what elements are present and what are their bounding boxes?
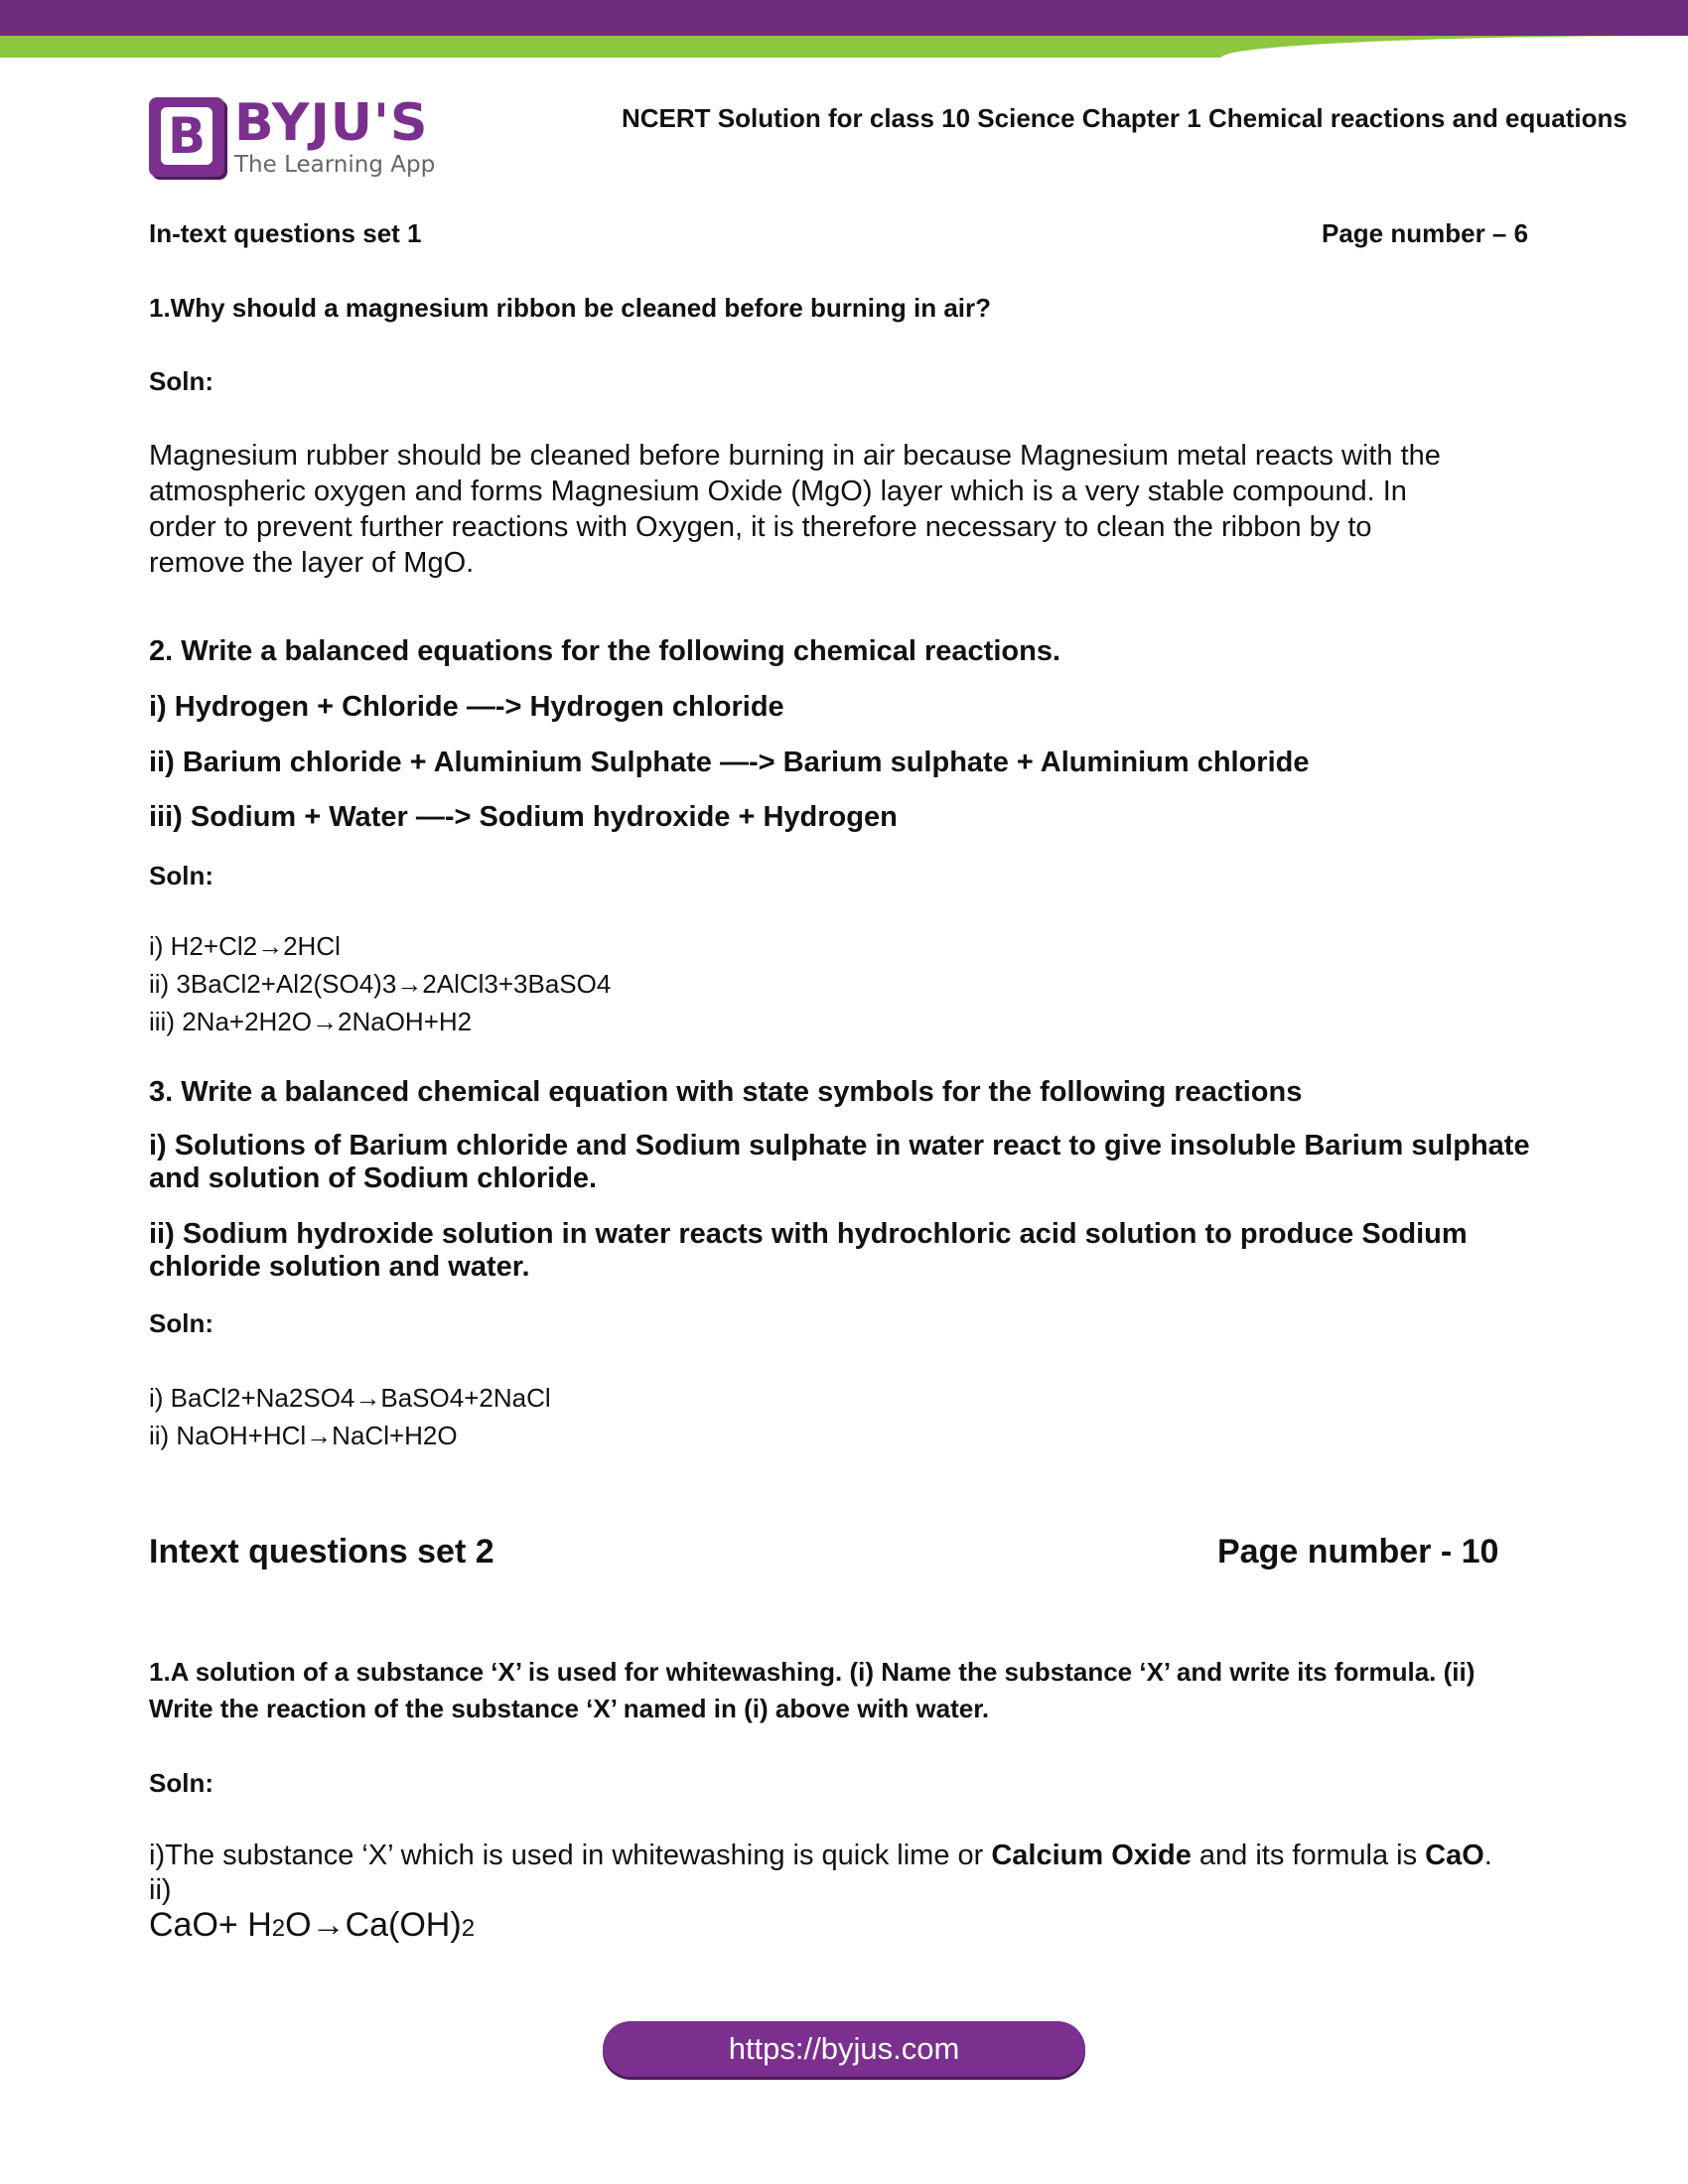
q1-answer-line: atmospheric oxygen and forms Magnesium Oxide (MgO) layer which is a very stable compound. In [149, 476, 1407, 507]
set2-q1-part2-label: ii) [149, 1874, 172, 1906]
q3-answers [149, 1379, 551, 1454]
brand-tagline: The Learning App [234, 152, 436, 178]
set2-q1-question-line: Write the reaction of the substance ‘X’ named in (i) above with water. [149, 1694, 990, 1723]
q2-question: 2. Write a balanced equations for the following chemical reactions. [149, 635, 1061, 667]
answer-text: i)The substance ‘X’ which is used in whitewashing is quick lime or [149, 1840, 992, 1871]
answer-text: and its formula is [1191, 1840, 1426, 1871]
footer-url-link[interactable]: https://byjus.com [603, 2021, 1085, 2077]
document-title: NCERT Solution for class 10 Science Chapter 1 Chemical reactions and equations [622, 103, 1627, 133]
cao-water-equation [149, 1906, 475, 1945]
header-band-purple [0, 0, 1688, 36]
q2-part: iii) Sodium + Water —-> Sodium hydroxide + Hydrogen [149, 801, 898, 833]
q3-part1-line: i) Solutions of Barium chloride and Sodium sulphate in water react to give insoluble Barium sulphate [149, 1130, 1530, 1161]
q3-soln-label: Soln: [149, 1308, 213, 1338]
set2-q1-question-line: 1.A solution of a substance ‘X’ is used for whitewashing. (i) Name the substance ‘X’ and write its formula. (ii) [149, 1657, 1476, 1687]
set1-page-number: Page number – 6 [1322, 218, 1529, 248]
q1-answer [149, 438, 1441, 581]
logo-mark-letter: B [161, 107, 212, 165]
set2-title: Intext questions set 2 [149, 1533, 494, 1570]
answer-text: . [1483, 1840, 1492, 1871]
answer-calcium-oxide: Calcium Oxide [991, 1840, 1192, 1871]
q1-soln-label: Soln: [149, 366, 213, 396]
q3-answer: i) BaCl2+Na2SO4→BaSO4+2NaCl [149, 1383, 551, 1413]
q3-part1 [149, 1130, 1530, 1195]
byjus-logo-icon [149, 97, 224, 177]
q2-part: ii) Barium chloride + Aluminium Sulphate —-> Barium sulphate + Aluminium chloride [149, 747, 1310, 778]
q1-answer-line: order to prevent further reactions with Oxygen, it is therefore necessary to clean the ribbon by to [149, 511, 1372, 543]
set1-title: In-text questions set 1 [149, 218, 422, 248]
q2-answer: ii) 3BaCl2+Al2(SO4)3→2AlCl3+3BaSO4 [149, 969, 612, 999]
set2-page-number: Page number - 10 [1217, 1533, 1499, 1570]
q1-answer-line: remove the layer of MgO. [149, 547, 475, 579]
q2-answers [149, 927, 611, 1040]
q3-part2-line: ii) Sodium hydroxide solution in water reacts with hydrochloric acid solution to produce Sodium [149, 1218, 1468, 1250]
equation-part: O→Ca(OH) [285, 1906, 462, 1944]
q2-part: i) Hydrogen + Chloride —-> Hydrogen chloride [149, 691, 784, 723]
q2-answer: i) H2+Cl2→2HCl [149, 931, 341, 961]
q3-part1-line: and solution of Sodium chloride. [149, 1162, 598, 1194]
q3-part2 [149, 1218, 1468, 1284]
q1-answer-line: Magnesium rubber should be cleaned before burning in air because Magnesium metal reacts with the [149, 440, 1441, 472]
brand-name: BYJU'S [234, 93, 429, 153]
q3-answer: ii) NaOH+HCl→NaCl+H2O [149, 1421, 458, 1450]
equation-subscript: 2 [271, 1915, 286, 1942]
answer-formula: CaO [1425, 1840, 1484, 1871]
q2-soln-label: Soln: [149, 861, 213, 890]
set2-q1-soln-label: Soln: [149, 1768, 213, 1798]
equation-part: CaO+ H [149, 1906, 272, 1944]
q1-question: 1.Why should a magnesium ribbon be cleaned before burning in air? [149, 293, 991, 323]
set2-q1-answer [149, 1840, 1492, 1872]
q2-answer: iii) 2Na+2H2O→2NaOH+H2 [149, 1007, 473, 1036]
q3-part2-line: chloride solution and water. [149, 1251, 530, 1283]
byjus-logo [149, 93, 436, 179]
equation-subscript: 2 [461, 1915, 476, 1942]
q3-question: 3. Write a balanced chemical equation with state symbols for the following reactions [149, 1076, 1303, 1108]
set2-q1-question [149, 1654, 1475, 1727]
